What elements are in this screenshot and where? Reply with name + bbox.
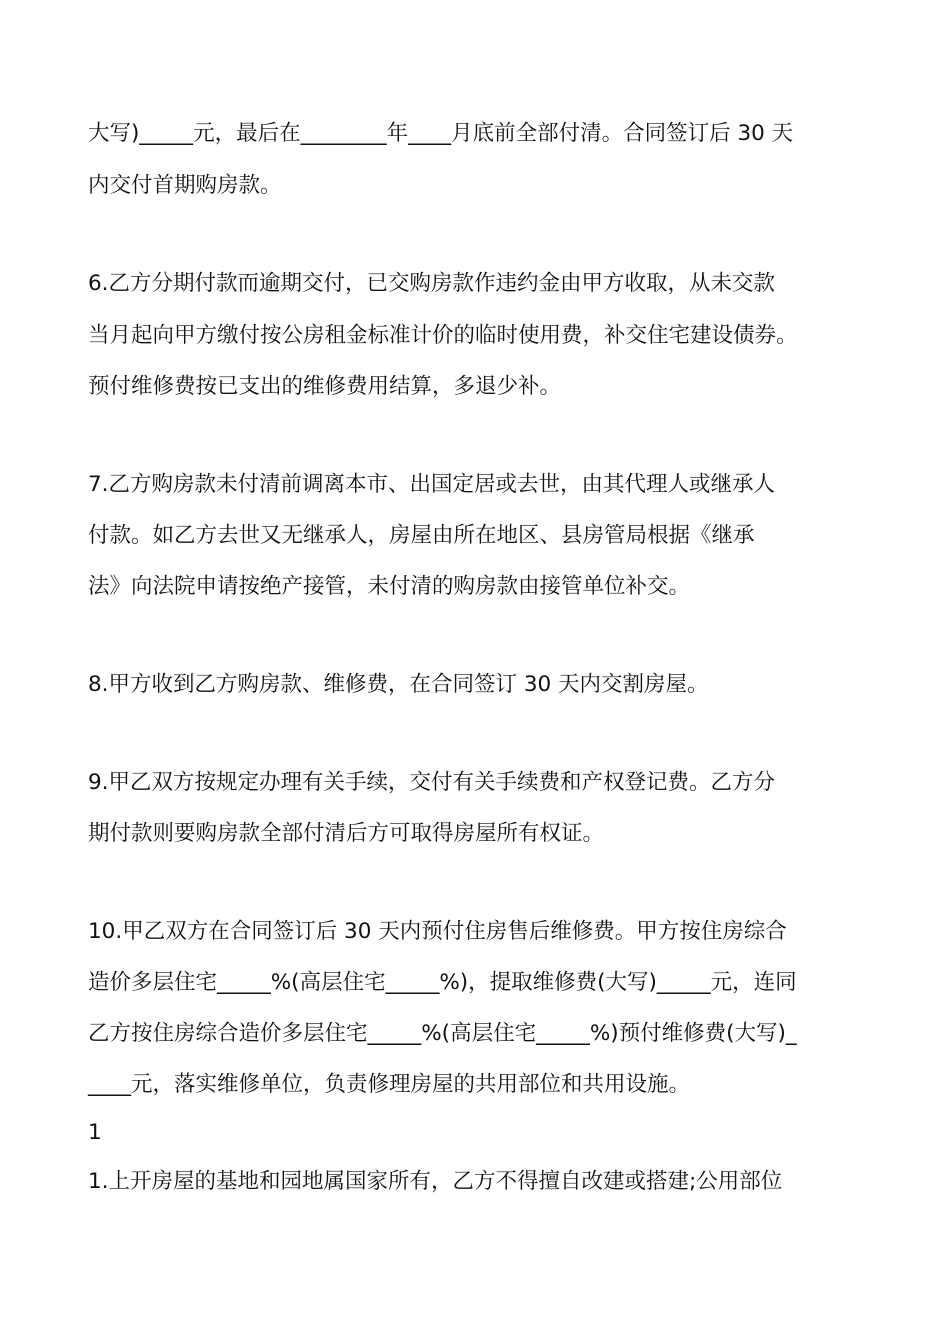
text-line: 1.上开房屋的基地和园地属国家所有，乙方不得擅自改建或搭建;公用部位 (88, 1169, 783, 1194)
text-line: 内交付首期购房款。 (88, 173, 282, 198)
text-line: 当月起向甲方缴付按公房租金标准计价的临时使用费，补交住宅建设债券。 (88, 323, 798, 348)
page-number: 1 (88, 1120, 102, 1145)
text-line: 造价多层住宅_____%(高层住宅_____%)，提取维修费(大写)_____元，连同 (88, 970, 797, 995)
text-line: 期付款则要购房款全部付清后方可取得房屋所有权证。 (88, 821, 605, 846)
text-line: 付款。如乙方去世又无继承人，房屋由所在地区、县房管局根据《继承 (88, 523, 755, 548)
text-line: 7.乙方购房款未付清前调离本市、出国定居或去世，由其代理人或继承人 (88, 472, 776, 497)
text-line: 6.乙方分期付款而逾期交付，已交购房款作违约金由甲方收取，从未交款 (88, 271, 776, 296)
text-line: 乙方按住房综合造价多层住宅_____%(高层住宅_____%)预付维修费(大写)_ (88, 1021, 797, 1046)
text-line: 大写)_____元，最后在________年____月底前全部付清。合同签订后 30 天 (88, 121, 794, 146)
text-line: 8.甲方收到乙方购房款、维修费，在合同签订 30 天内交割房屋。 (88, 672, 709, 697)
text-line: 预付维修费按已支出的维修费用结算，多退少补。 (88, 374, 562, 399)
text-line: 9.甲乙双方按规定办理有关手续，交付有关手续费和产权登记费。乙方分 (88, 770, 776, 795)
text-line: 法》向法院申请按绝产接管，未付清的购房款由接管单位补交。 (88, 574, 691, 599)
text-line: 10.甲乙双方在合同签订后 30 天内预付住房售后维修费。甲方按住房综合 (88, 919, 787, 944)
text-line: ____元，落实维修单位，负责修理房屋的共用部位和共用设施。 (88, 1072, 691, 1097)
